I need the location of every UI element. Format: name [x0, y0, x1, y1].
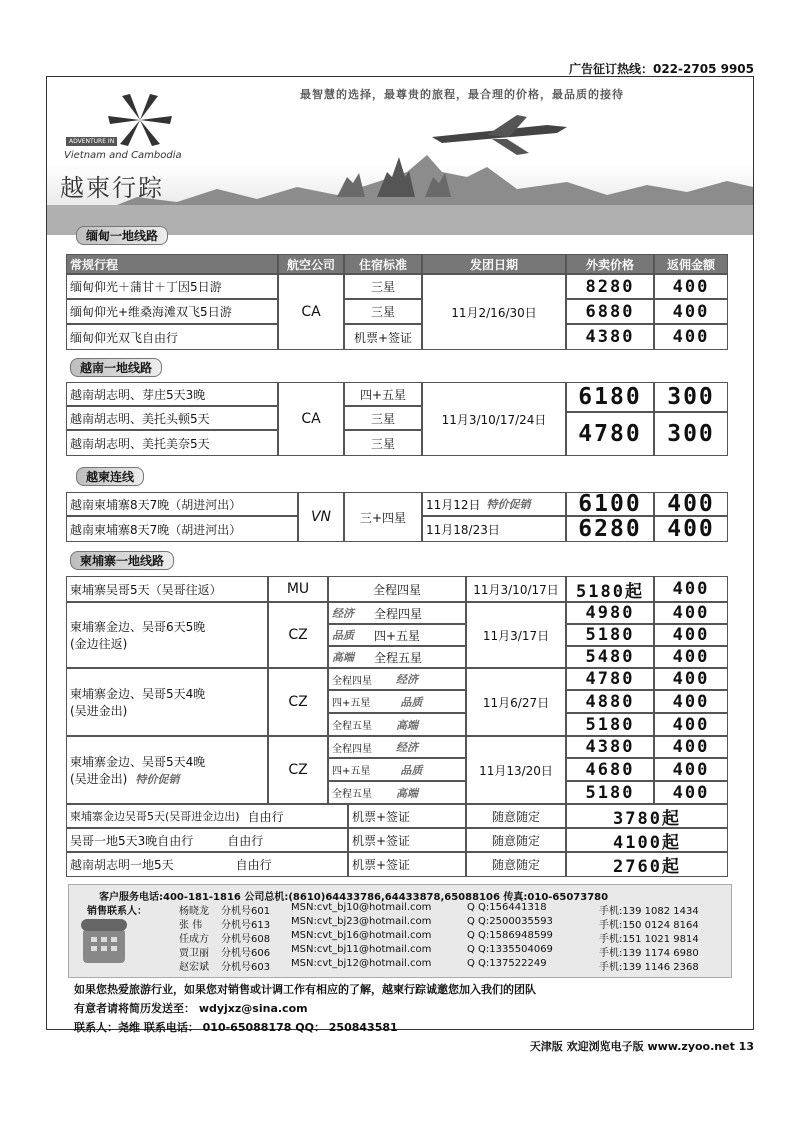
hotel: 三星	[344, 430, 422, 456]
route-type: 自由行	[227, 833, 264, 848]
contact-mobile: 手机:139 1174 6980	[599, 948, 699, 959]
table-row-name	[66, 852, 348, 877]
hotel: 四+五星	[332, 766, 371, 777]
table-row-name: 越南胡志明、美托美奈5天	[66, 430, 278, 456]
dates: 11月3/10/17/24日	[422, 382, 566, 456]
commission: 400	[654, 492, 728, 516]
tier-tag: 高端	[396, 786, 418, 800]
col-header-airline: 航空公司	[278, 254, 344, 274]
table-row-name: 越南胡志明、美托头顿5天	[66, 406, 278, 430]
route-name: 越南胡志明一地5天	[70, 858, 174, 872]
promo-stamp: 特价促销	[486, 498, 531, 511]
route-name: 柬埔寨金边、吴哥6天5晚	[70, 620, 206, 634]
commission: 400	[654, 646, 728, 668]
table-row-name: 越南柬埔寨8天7晚（胡进河出）	[66, 516, 298, 542]
hotel: 全程五星	[374, 650, 423, 665]
tier-row	[328, 624, 466, 646]
tier-row	[328, 758, 466, 781]
hotel: 全程四星	[332, 675, 372, 687]
price: 4380	[566, 736, 654, 758]
contact-name: 贾卫丽	[179, 948, 209, 959]
hotel: 全程四星	[332, 743, 372, 755]
airline: MU	[268, 576, 328, 602]
commission: 400	[654, 602, 728, 624]
route-sub: (吴进金出)	[70, 704, 128, 718]
logo-adventure: ADVENTURE IN	[66, 137, 117, 146]
airline: CA	[278, 274, 344, 350]
contact-ext: 分机号601	[221, 906, 271, 917]
table-row-name: 缅甸仰光＋蒲甘＋丁因5日游	[66, 274, 278, 299]
commission: 400	[654, 713, 728, 736]
dates: 11月3/10/17日	[466, 576, 566, 602]
commission: 400	[654, 516, 728, 542]
contact-qq: Q Q:1586948599	[467, 930, 553, 941]
col-header-commission: 返佣金额	[654, 254, 728, 274]
price: 4680	[566, 758, 654, 781]
price: 5180起	[566, 576, 654, 602]
table-row-name	[66, 668, 268, 736]
tier-row	[328, 646, 466, 668]
recruit-notice	[74, 981, 536, 1035]
contact-ext: 分机号606	[221, 948, 271, 959]
dates-text: 11月12日	[426, 497, 481, 512]
table-row-name	[66, 602, 268, 668]
recruit-contact: 联系人：尧维 联系电话： 010-65088178 QQ： 250843581	[74, 1021, 398, 1034]
col-header-price: 外卖价格	[566, 254, 654, 274]
airplane-icon	[432, 115, 567, 155]
tier-tag: 高端	[332, 651, 354, 664]
contact-ext: 分机号613	[221, 920, 271, 931]
route-sub: (金边往返)	[70, 637, 128, 651]
commission: 400	[654, 274, 728, 299]
contact-msn: MSN:cvt_bj11@hotmail.com	[291, 944, 432, 955]
price: 4780	[566, 412, 654, 456]
dates: 随意随定	[466, 852, 566, 877]
commission: 400	[654, 668, 728, 690]
commission: 400	[654, 576, 728, 602]
price: 5180	[566, 781, 654, 804]
hotel: 三+四星	[344, 492, 422, 542]
contact-mobile: 手机:139 1082 1434	[599, 906, 699, 917]
contact-qq: Q Q:2500035593	[467, 916, 553, 927]
airline: VN	[298, 492, 344, 542]
section-title-combo: 越柬连线	[76, 467, 144, 486]
tier-tag: 品质	[400, 695, 423, 709]
section-title-myanmar: 缅甸一地线路	[76, 226, 168, 245]
contact-qq: Q Q:156441318	[467, 902, 547, 913]
hotel: 三星	[344, 299, 422, 324]
contact-msn: MSN:cvt_bj23@hotmail.com	[291, 916, 432, 927]
hotel: 四+五星	[332, 698, 371, 709]
contact-ext: 分机号603	[221, 962, 271, 973]
contact-qq: Q Q:1335504069	[467, 944, 553, 955]
tier-tag: 经济	[396, 673, 418, 686]
price: 4100起	[566, 828, 728, 852]
contact-name: 赵宏斌	[179, 962, 209, 973]
hotel: 机票+签证	[348, 852, 466, 877]
contact-ext: 分机号608	[221, 934, 271, 945]
tier-tag: 经济	[396, 741, 418, 754]
hotel: 全程四星	[328, 576, 466, 602]
commission: 300	[654, 382, 728, 412]
section-title-vietnam: 越南一地线路	[70, 358, 162, 377]
contact-box	[68, 884, 732, 978]
hotel: 机票+签证	[348, 828, 466, 852]
tier-row	[328, 602, 466, 624]
airline: CZ	[268, 602, 328, 668]
tier-row	[328, 736, 466, 758]
price: 5180	[566, 713, 654, 736]
hotel: 机票+签证	[344, 324, 422, 350]
price: 6100	[566, 492, 654, 516]
airline: CZ	[268, 736, 328, 804]
page-footer: 天津版 欢迎浏览电子版 www.zyoo.net 13	[529, 1040, 754, 1053]
price: 4380	[566, 324, 654, 350]
tier-tag: 经济	[332, 607, 354, 620]
table-row-name: 柬埔寨吴哥5天（吴哥往返）	[66, 576, 268, 602]
table-row-name: 越南胡志明、芽庄5天3晚	[66, 382, 278, 406]
hotel: 四+五星	[374, 628, 421, 643]
contact-name: 任成方	[179, 934, 209, 945]
hotel: 全程四星	[374, 606, 423, 621]
logo-english: Vietnam and Cambodia	[64, 150, 182, 161]
dates: 随意随定	[466, 804, 566, 828]
price: 6880	[566, 299, 654, 324]
dates: 11月18/23日	[422, 516, 566, 542]
telephone-icon	[79, 915, 129, 967]
table-row-name: 越南柬埔寨8天7晚（胡进河出）	[66, 492, 298, 516]
hotel: 全程五星	[332, 721, 372, 732]
tier-row	[328, 713, 466, 736]
promo-stamp: 特价促销	[135, 773, 180, 786]
commission: 400	[654, 781, 728, 804]
recruit-email: 有意者请将简历发送至： wdyjxz@sina.com	[74, 1002, 308, 1015]
commission: 400	[654, 624, 728, 646]
service-phone: 客户服务电话:400-181-1816 公司总机:(8610)64433786,64433878,65088106 传真:010-65073780	[99, 892, 609, 903]
dates: 随意随定	[466, 828, 566, 852]
hotel: 四+五星	[344, 382, 422, 406]
price: 4980	[566, 602, 654, 624]
commission: 400	[654, 690, 728, 713]
contact-name: 张 伟	[179, 920, 203, 931]
slogan: 最智慧的选择，最尊贵的旅程，最合理的价格，最品质的接待	[300, 88, 624, 101]
airline: CZ	[268, 668, 328, 736]
hotel: 三星	[344, 274, 422, 299]
contact-qq: Q Q:137522249	[467, 958, 547, 969]
price: 6280	[566, 516, 654, 542]
price: 5480	[566, 646, 654, 668]
col-header-route: 常规行程	[66, 254, 278, 274]
tier-tag: 品质	[400, 763, 423, 777]
price: 2760起	[566, 852, 728, 877]
section-title-cambodia: 柬埔寨一地线路	[70, 551, 174, 570]
price: 4880	[566, 690, 654, 713]
commission: 400	[654, 736, 728, 758]
tier-row	[328, 690, 466, 713]
route-type: 自由行	[247, 809, 284, 824]
price: 3780起	[566, 804, 728, 828]
commission: 400	[654, 324, 728, 350]
contact-mobile: 手机:139 1146 2368	[599, 962, 699, 973]
price: 6180	[566, 382, 654, 412]
route-name: 柬埔寨金边吴哥5天(吴哥进金边出)	[70, 810, 240, 823]
logo-chinese: 越柬行踪	[60, 174, 164, 202]
contact-mobile: 手机:151 1021 9814	[599, 934, 699, 945]
contact-msn: MSN:cvt_bj12@hotmail.com	[291, 958, 432, 969]
table-row-name	[66, 804, 348, 828]
price: 8280	[566, 274, 654, 299]
recruit-line: 如果您热爱旅游行业，如果您对销售或计调工作有相应的了解，越柬行踪诚邀您加入我们的团队	[74, 983, 536, 996]
table-row-name: 缅甸仰光+维桑海滩双飞5日游	[66, 299, 278, 324]
hotel: 全程五星	[332, 789, 372, 800]
route-type: 自由行	[235, 858, 272, 872]
contact-name: 杨晓龙	[179, 906, 209, 917]
hotel: 机票+签证	[348, 804, 466, 828]
contact-mobile: 手机:150 0124 8164	[599, 920, 699, 931]
price: 4780	[566, 668, 654, 690]
tier-row	[328, 668, 466, 690]
ad-hotline: 广告征订热线：022-2705 9905	[568, 62, 754, 76]
route-name: 柬埔寨金边、吴哥5天4晚	[70, 755, 206, 769]
col-header-hotel: 住宿标准	[344, 254, 422, 274]
route-name: 吴哥一地5天3晚自由行	[70, 833, 194, 848]
col-header-dates: 发团日期	[422, 254, 566, 274]
price: 5180	[566, 624, 654, 646]
dates: 11月6/27日	[466, 668, 566, 736]
sales-label: 销售联系人：	[87, 906, 147, 917]
airline: CA	[278, 382, 344, 456]
table-row-name	[66, 828, 348, 852]
hotel: 三星	[344, 406, 422, 430]
dates	[422, 492, 566, 516]
route-sub-line	[70, 770, 179, 787]
table-row-name: 缅甸仰光双飞自由行	[66, 324, 278, 350]
tier-row	[328, 781, 466, 804]
route-sub: (吴进金出)	[70, 772, 128, 786]
route-name: 柬埔寨金边、吴哥5天4晚	[70, 687, 206, 701]
contact-msn: MSN:cvt_bj10@hotmail.com	[291, 902, 432, 913]
commission: 300	[654, 412, 728, 456]
contact-msn: MSN:cvt_bj16@hotmail.com	[291, 930, 432, 941]
dates: 11月2/16/30日	[422, 274, 566, 350]
dates: 11月3/17日	[466, 602, 566, 668]
tier-tag: 品质	[332, 629, 354, 642]
tier-tag: 高端	[396, 718, 418, 732]
commission: 400	[654, 758, 728, 781]
commission: 400	[654, 299, 728, 324]
dates: 11月13/20日	[466, 736, 566, 804]
table-row-name	[66, 736, 268, 804]
